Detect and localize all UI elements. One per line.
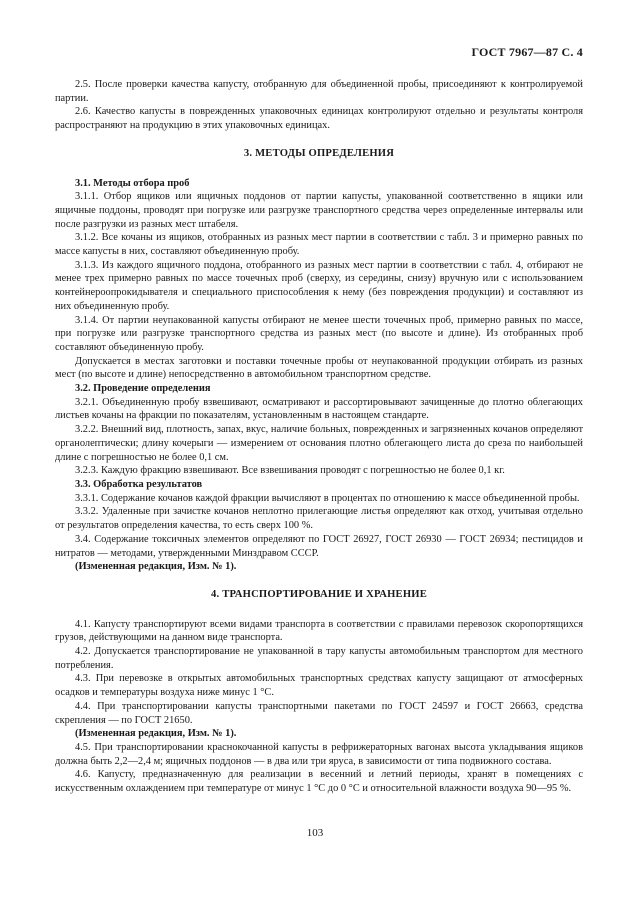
paragraph: 4.4. При транспортировании капусты транспортными пакетами по ГОСТ 24597 и ГОСТ 26663, средства скрепления — по ГОСТ 21650. [55, 700, 583, 726]
paragraph: 3.2.3. Каждую фракцию взвешивают. Все взвешивания проводят с погрешностью не более 0,1 кг. [75, 465, 505, 477]
page-header: ГОСТ 7967—87 С. 4 [471, 45, 583, 59]
document-body [55, 78, 583, 796]
section-heading: 3. МЕТОДЫ ОПРЕДЕЛЕНИЯ [243, 147, 395, 159]
paragraph: 4.3. При перевозке в открытых автомобильных транспортных средствах капусту защищают от атмосферных осадков и температуры воздуха ниже минус 1 °С. [55, 673, 583, 699]
paragraph: 2.6. Качество капусты в поврежденных упаковочных единицах контролируют отдельно и результаты контроля распространяют на продукцию в этих упаковочных единицах. [55, 106, 583, 132]
paragraph: 3.1.2. Все кочаны из ящиков, отобранных из разных мест партии в соответствии с табл. 3 и примерно равных по массе капусты в них, составляют объединенную пробу. [55, 232, 583, 258]
paragraph: 3.2.1. Объединенную пробу взвешивают, осматривают и рассортировывают зачищенные до плотно облегающих листьев кочаны на фракции по показателям, установленным в настоящем стандарте. [55, 396, 583, 422]
subsection-heading: (Измененная редакция, Изм. № 1). [75, 728, 237, 740]
subsection-heading: 3.1. Методы отбора проб [75, 177, 190, 189]
paragraph: 4.5. При транспортировании краснокочанной капусты в рефрижераторных вагонах высота укладывания ящиков должна быть 2,2—2,4 м; ящичных поддонов — в два или три яруса, в зависимости от типа подвижного состава. [55, 741, 583, 767]
paragraph: 3.3.2. Удаленные при зачистке кочанов неплотно прилегающие листья определяют как отход, учитывая отдельно от результатов определения качества, то есть сверх 100 %. [55, 506, 583, 532]
paragraph: 3.2.2. Внешний вид, плотность, запах, вкус, наличие больных, поврежденных и загрязненных кочанов определяют органолептически; длину кочерыги — измерением от основания плотно облегающего листа до среза по наибольшей длине с погрешностью не более 0,1 см. [55, 424, 583, 463]
subsection-heading: 3.2. Проведение определения [75, 383, 211, 395]
paragraph: 2.5. После проверки качества капусту, отобранную для объединенной пробы, присоединяют к контролируемой партии. [55, 79, 583, 104]
paragraph: 3.3.1. Содержание кочанов каждой фракции вычисляют в процентах по отношению к массе объединенной пробы. [75, 492, 580, 504]
section-heading: 4. ТРАНСПОРТИРОВАНИЕ И ХРАНЕНИЕ [211, 588, 427, 600]
page-number: 103 [306, 827, 324, 839]
paragraph: 3.1.1. Отбор ящиков или ящичных поддонов от партии капусты, упакованной соответственно в ящики или ящичные поддоны, проводят при погрузке или разгрузке транспортного средства через определенные интервалы или после разгрузки из разных мест штабеля. [55, 191, 583, 230]
subsection-heading: (Измененная редакция, Изм. № 1). [75, 561, 237, 573]
paragraph: 4.6. Капусту, предназначенную для реализации в весенний и летний периоды, хранят в помещениях с искусственным охлаждением при температуре от минус 1 °С до 0 °С и относительной влажности воздуха 90—95 %. [55, 769, 583, 795]
paragraph: 4.2. Допускается транспортирование не упакованной в тару капусты автомобильным транспортом для местного потребления. [55, 646, 583, 671]
paragraph: 3.1.3. Из каждого ящичного поддона, отобранного из разных мест партии в соответствии с табл. 4, отбирают не менее трех примерно равных по массе точечных проб (сверху, из середины, снизу) вручную или с использованием контейнероопрокидывателя и специального приспособления к нему (без повреждения продукции) и составляют из них объединенную пробу. [55, 259, 583, 312]
subsection-heading: 3.3. Обработка результатов [75, 478, 203, 490]
paragraph: Допускается в местах заготовки и поставки точечные пробы от неупакованной продукции отбирать из разных мест (по высоте и длине) непосредственно в автомобильном транспортном средстве. [55, 355, 583, 381]
paragraph: 3.1.4. От партии неупакованной капусты отбирают не менее шести точечных проб, примерно равных по массе, при погрузке или разгрузке транспортного средства из разных мест (по высоте и длине). Из отобранных проб составляют объединенную пробу. [55, 314, 583, 353]
paragraph: 3.4. Содержание токсичных элементов определяют по ГОСТ 26927, ГОСТ 26930 — ГОСТ 26934; пестицидов и нитратов — методами, утвержденными Минздравом СССР. [55, 533, 583, 559]
paragraph: 4.1. Капусту транспортируют всеми видами транспорта в соответствии с правилами перевозок скоропортящихся грузов, действующими на данном виде транспорта. [55, 618, 583, 644]
